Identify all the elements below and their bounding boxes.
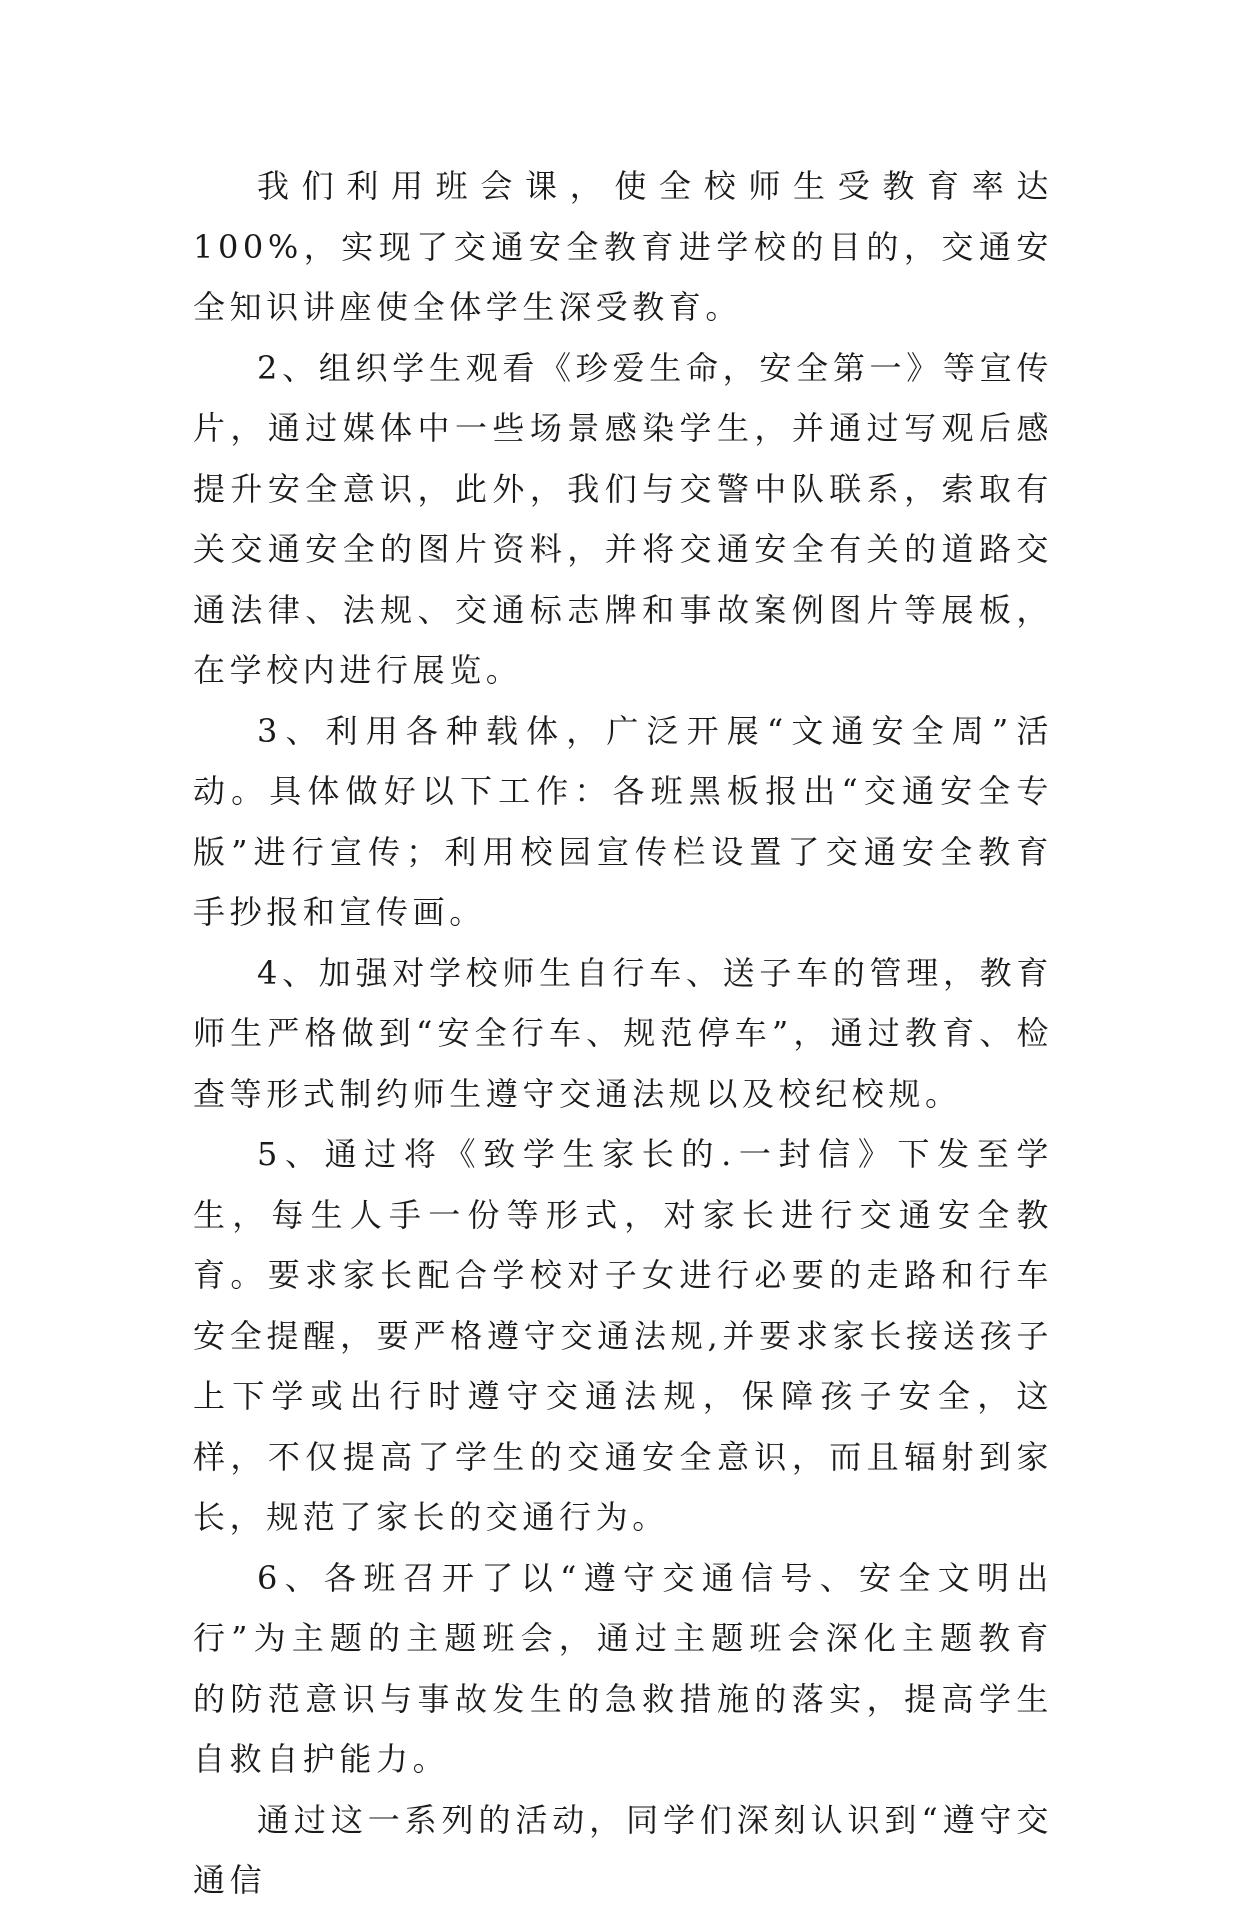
document-body [193,156,1053,1911]
paragraph-conclusion: 通过这一系列的活动，同学们深刻认识到“遵守交通信 [193,1800,1053,1899]
paragraph-item-5: 5、通过将《致学生家长的.一封信》下发至学生，每生人手一份等形式，对家长进行交通安全教育。要求家长配合学校对子女进行必要的走路和行车安全提醒，要严格遵守交通法规,并要求家长接送孩子上下学或出行时遵守交通法规，保障孩子安全，这样，不仅提高了学生的交通安全意识，而且辐射到家长，规范了家长的交通行为。 [193,1135,1053,1536]
paragraph-item-3: 3、利用各种载体，广泛开展“文通安全周”活动。具体做好以下工作：各班黑板报出“交通安全专版”进行宣传；利用校园宣传栏设置了交通安全教育手抄报和宣传画。 [193,711,1053,931]
paragraph-intro: 我们利用班会课，使全校师生受教育率达100%，实现了交通安全教育进学校的目的，交通安全知识讲座使全体学生深受教育。 [193,167,1053,326]
paragraph-item-2: 2、组织学生观看《珍爱生命，安全第一》等宣传片，通过媒体中一些场景感染学生，并通过写观后感提升安全意识，此外，我们与交警中队联系，索取有关交通安全的图片资料，并将交通安全有关的道路交通法律、法规、交通标志牌和事故案例图片等展板，在学校内进行展览。 [193,348,1053,689]
paragraph-item-6: 6、各班召开了以“遵守交通信号、安全文明出行”为主题的主题班会，通过主题班会深化主题教育的防范意识与事故发生的急救措施的落实，提高学生自救自护能力。 [193,1558,1053,1778]
paragraph-item-4: 4、加强对学校师生自行车、送子车的管理，教育师生严格做到“安全行车、规范停车”，通过教育、检查等形式制约师生遵守交通法规以及校纪校规。 [193,953,1053,1113]
